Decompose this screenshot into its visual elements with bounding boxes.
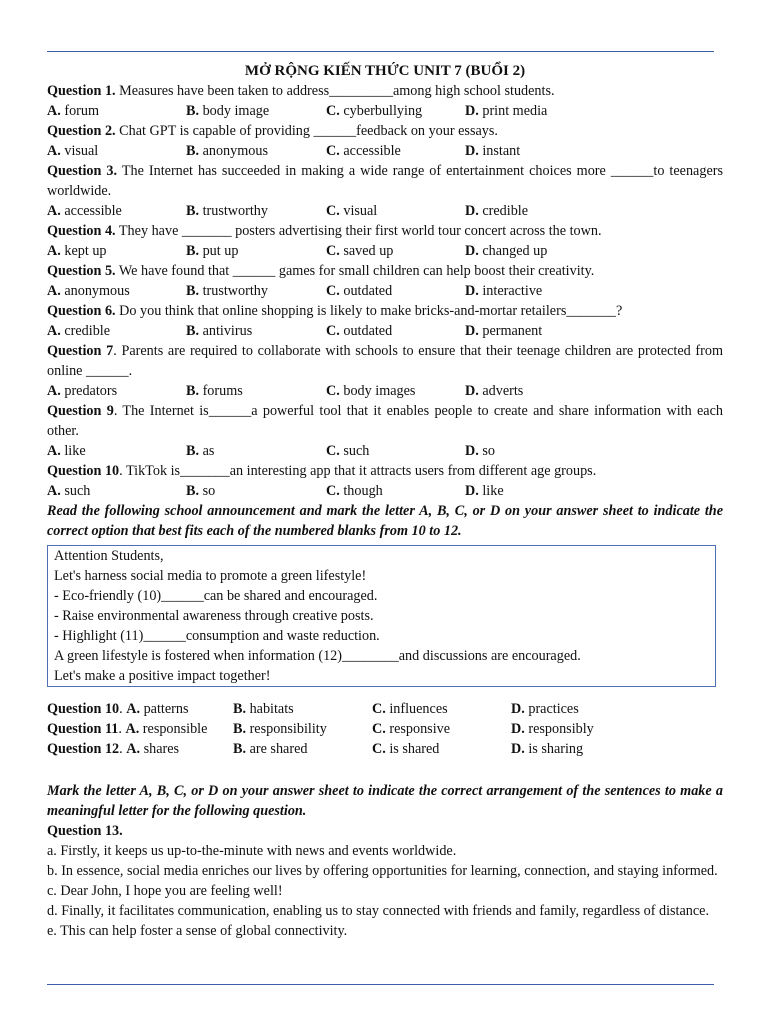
question-label: Question 5. — [47, 263, 116, 279]
announcement-line: - Raise environmental awareness through creative posts. — [54, 608, 374, 624]
spacer — [47, 759, 723, 781]
option-letter: D. — [465, 143, 479, 159]
question-text: We have found that ______ games for small children can help boost their creativity. — [115, 263, 595, 279]
option-letter: C. — [326, 243, 340, 259]
option-letter: D. — [465, 283, 479, 299]
option-text: outdated — [339, 323, 393, 339]
instruction-arrangement: Mark the letter A, B, C, or D on your answer sheet to indicate the correct arrangement of the sentences to make a meaningful letter for the following question. — [47, 783, 723, 819]
option-text: permanent — [478, 323, 543, 339]
option-text: though — [339, 483, 383, 499]
question-text: The Internet has succeeded in making a wide range of entertainment choices more ______to teenagers worldwide. — [47, 163, 723, 199]
option-letter: A. — [47, 443, 61, 459]
option-text: like — [478, 483, 504, 499]
option-letter: C. — [326, 323, 340, 339]
option-d: D. is sharing — [511, 741, 584, 757]
option-a — [47, 719, 207, 739]
option-letter: B. — [186, 203, 200, 219]
announcement-line: - Eco-friendly (10)______can be shared and encouraged. — [54, 588, 378, 604]
question-label: Question 1. — [47, 83, 116, 99]
question-stem — [47, 301, 723, 321]
question-label: Question 9 — [47, 403, 114, 419]
question-label: Question 12 — [47, 741, 120, 757]
question-stem — [47, 461, 723, 481]
option-b — [186, 241, 238, 261]
question-stem — [47, 261, 723, 281]
option-text: . A. patterns — [119, 701, 189, 717]
option-letter: A. — [47, 483, 61, 499]
option-d — [465, 381, 523, 401]
option-letter: D. — [511, 741, 525, 757]
option-text: so — [199, 483, 216, 499]
option-a — [47, 739, 179, 759]
option-text: interactive — [478, 283, 543, 299]
option-letter: D. — [465, 483, 479, 499]
option-letter: C. — [326, 103, 340, 119]
answer-options — [47, 141, 723, 161]
option-letter: D. — [465, 383, 479, 399]
sentence: d. Finally, it facilitates communication, enabling us to stay connected with friends and family, regardless of distance. — [47, 903, 710, 919]
option-letter: D. — [511, 701, 525, 717]
option-letter: A. — [126, 741, 141, 757]
option-text: forum — [60, 103, 100, 119]
page-title: MỞ RỘNG KIẾN THỨC UNIT 7 (BUỔI 2) — [244, 63, 526, 79]
option-text: accessible — [339, 143, 401, 159]
announcement-line: Attention Students, — [54, 548, 164, 564]
option-c — [326, 481, 383, 501]
option-text: put up — [199, 243, 239, 259]
option-letter: C. — [326, 443, 340, 459]
option-c — [326, 321, 392, 341]
question-label: Question 4. — [47, 223, 116, 239]
option-text: visual — [60, 143, 99, 159]
option-letter: A. — [47, 143, 61, 159]
question-stem — [47, 341, 723, 381]
option-c — [326, 201, 377, 221]
announcement-line: A green lifestyle is fostered when information (12)________and discussions are encouraged. — [54, 648, 581, 664]
option-text: trustworthy — [199, 283, 268, 299]
sentence: e. This can help foster a sense of global connectivity. — [47, 923, 348, 939]
option-text: body image — [199, 103, 270, 119]
option-letter: B. — [186, 443, 200, 459]
question-label: Question 10 — [47, 463, 120, 479]
option-b: B. habitats — [233, 701, 294, 717]
question-label: Question 10 — [47, 701, 120, 717]
option-letter: B. — [186, 483, 200, 499]
sentence: c. Dear John, I hope you are feeling well! — [47, 883, 283, 899]
option-c: C. influences — [372, 701, 448, 717]
option-c — [326, 381, 415, 401]
question-label: Question 6. — [47, 303, 116, 319]
answer-options — [47, 241, 723, 261]
option-letter: B. — [186, 323, 200, 339]
option-letter: B. — [186, 143, 200, 159]
announcement-line: Let's make a positive impact together! — [54, 668, 271, 684]
option-text: predators — [60, 383, 118, 399]
question-text: Do you think that online shopping is likely to make bricks-and-mortar retailers_______? — [115, 303, 623, 319]
option-letter: B. — [186, 383, 200, 399]
question-label: Question 3. — [47, 163, 118, 179]
question-text: They have _______ posters advertising their first world tour concert across the town. — [115, 223, 602, 239]
option-letter: C. — [326, 383, 340, 399]
option-b — [186, 281, 268, 301]
option-d — [465, 281, 542, 301]
option-b — [186, 441, 214, 461]
option-c: C. responsive — [372, 721, 451, 737]
bottom-divider — [47, 984, 714, 985]
option-letter: C. — [326, 483, 340, 499]
option-c — [326, 281, 392, 301]
question-label: Question 7 — [47, 343, 114, 359]
option-b — [186, 101, 269, 121]
question-text: . The Internet is______a powerful tool that it enables people to create and share information with each other. — [47, 403, 723, 439]
option-a — [47, 441, 86, 461]
spacer — [47, 687, 723, 699]
option-text: . A. responsible — [118, 721, 208, 737]
option-c — [326, 241, 393, 261]
option-d — [465, 101, 547, 121]
option-text: credible — [60, 323, 111, 339]
option-a — [47, 699, 189, 719]
option-letter: D. — [511, 721, 525, 737]
question-stem — [47, 121, 723, 141]
option-text: instant — [478, 143, 521, 159]
option-letter: A. — [47, 323, 61, 339]
worksheet — [47, 61, 723, 941]
option-letter: A. — [47, 283, 61, 299]
question-label: Question 11 — [47, 721, 119, 737]
option-d — [465, 141, 520, 161]
option-text: adverts — [478, 383, 524, 399]
question-stem — [47, 401, 723, 441]
question-list — [47, 81, 723, 501]
question-text: Measures have been taken to address_________among high school students. — [115, 83, 555, 99]
option-c — [326, 141, 401, 161]
option-letter: D. — [465, 243, 479, 259]
option-d — [465, 441, 495, 461]
option-d — [465, 321, 542, 341]
announcement-line: - Highlight (11)______consumption and waste reduction. — [54, 628, 380, 644]
option-d: D. responsibly — [511, 721, 594, 737]
question-text: . TikTok is_______an interesting app that it attracts users from different age groups. — [119, 463, 597, 479]
option-a — [47, 321, 110, 341]
option-letter: D. — [465, 443, 479, 459]
top-divider — [47, 51, 714, 52]
option-text: saved up — [339, 243, 394, 259]
option-c: C. is shared — [372, 741, 440, 757]
option-b: B. responsibility — [233, 721, 327, 737]
sentence-list — [47, 841, 723, 941]
option-letter: A. — [125, 721, 140, 737]
question-text: . Parents are required to collaborate with schools to ensure that their teenage children are protected from online ______. — [47, 343, 723, 379]
option-text: body images — [339, 383, 416, 399]
cloze-question — [47, 739, 723, 759]
option-letter: B. — [233, 701, 247, 717]
option-text: accessible — [60, 203, 122, 219]
cloze-question — [47, 699, 723, 719]
option-a — [47, 381, 117, 401]
cloze-question-list — [47, 699, 723, 759]
option-text: cyberbullying — [339, 103, 423, 119]
answer-options — [47, 201, 723, 221]
option-letter: A. — [47, 203, 61, 219]
option-text: changed up — [478, 243, 548, 259]
option-letter: C. — [372, 701, 386, 717]
option-c — [326, 101, 422, 121]
option-letter: D. — [465, 103, 479, 119]
cloze-question — [47, 719, 723, 739]
option-d — [465, 201, 528, 221]
option-d: D. practices — [511, 701, 579, 717]
option-letter: B. — [186, 243, 200, 259]
option-a — [47, 141, 98, 161]
question-label: Question 2. — [47, 123, 116, 139]
option-text: outdated — [339, 283, 393, 299]
option-b — [186, 201, 268, 221]
question-stem — [47, 161, 723, 201]
option-text: such — [339, 443, 370, 459]
option-b — [186, 481, 215, 501]
option-a — [47, 481, 90, 501]
answer-options — [47, 481, 723, 501]
option-b — [186, 321, 252, 341]
option-text: like — [60, 443, 86, 459]
option-a — [47, 101, 99, 121]
instruction-announcement: Read the following school announcement and mark the letter A, B, C, or D on your answer sheet to indicate the correct option that best fits each of the numbered blanks from 10 to 12. — [47, 503, 723, 539]
option-text: visual — [339, 203, 378, 219]
option-text: so — [478, 443, 495, 459]
option-text: kept up — [60, 243, 107, 259]
option-a — [47, 201, 122, 221]
question-text: Chat GPT is capable of providing ______feedback on your essays. — [115, 123, 498, 139]
answer-options — [47, 381, 723, 401]
option-d — [465, 481, 504, 501]
option-text: antivirus — [199, 323, 253, 339]
option-text: . A. shares — [119, 741, 180, 757]
option-letter: C. — [372, 721, 386, 737]
option-letter: C. — [326, 283, 340, 299]
option-c — [326, 441, 369, 461]
option-letter: C. — [326, 143, 340, 159]
option-d — [465, 241, 547, 261]
option-letter: B. — [186, 283, 200, 299]
answer-options — [47, 281, 723, 301]
option-b — [186, 381, 243, 401]
option-a — [47, 241, 107, 261]
question-stem — [47, 221, 723, 241]
option-text: as — [199, 443, 215, 459]
option-text: anonymous — [60, 283, 130, 299]
option-letter: A. — [47, 243, 61, 259]
option-letter: C. — [326, 203, 340, 219]
option-text: anonymous — [199, 143, 268, 159]
option-letter: D. — [465, 203, 479, 219]
option-text: such — [60, 483, 91, 499]
announcement-box — [47, 545, 716, 687]
option-letter: C. — [372, 741, 386, 757]
option-letter: D. — [465, 323, 479, 339]
option-letter: A. — [126, 701, 141, 717]
option-text: print media — [478, 103, 548, 119]
question-stem — [47, 81, 723, 101]
option-letter: B. — [186, 103, 200, 119]
option-a — [47, 281, 130, 301]
option-b: B. are shared — [233, 741, 308, 757]
question-13-label: Question 13. — [47, 823, 123, 839]
sentence: b. In essence, social media enriches our lives by offering opportunities for learning, connection, and staying informed. — [47, 863, 718, 879]
option-letter: B. — [233, 721, 247, 737]
answer-options — [47, 321, 723, 341]
option-text: credible — [478, 203, 529, 219]
option-letter: A. — [47, 383, 61, 399]
announcement-line: Let's harness social media to promote a green lifestyle! — [54, 568, 367, 584]
option-text: trustworthy — [199, 203, 268, 219]
option-letter: B. — [233, 741, 247, 757]
answer-options — [47, 101, 723, 121]
option-text: forums — [199, 383, 243, 399]
answer-options — [47, 441, 723, 461]
option-letter: A. — [47, 103, 61, 119]
sentence: a. Firstly, it keeps us up-to-the-minute with news and events worldwide. — [47, 843, 457, 859]
option-b — [186, 141, 268, 161]
